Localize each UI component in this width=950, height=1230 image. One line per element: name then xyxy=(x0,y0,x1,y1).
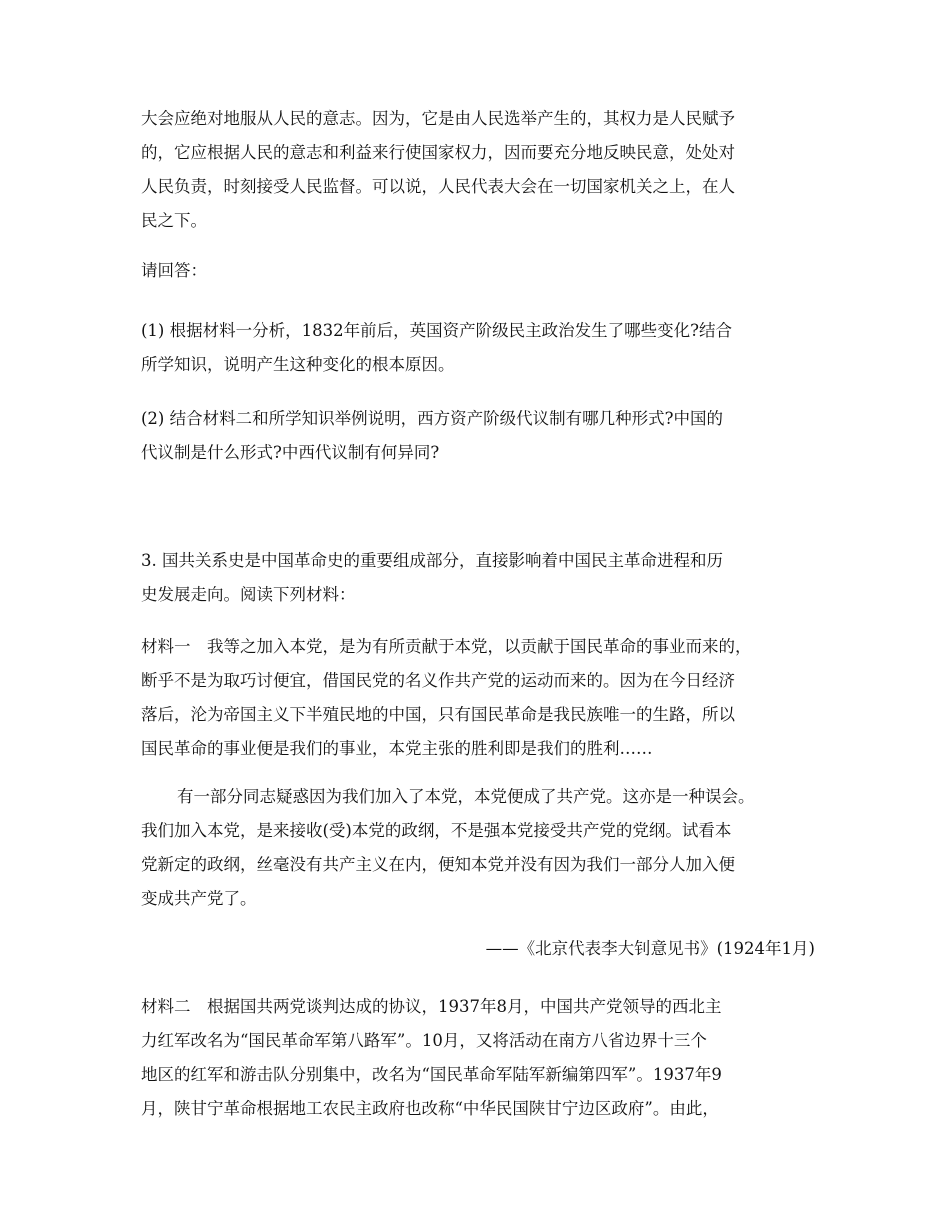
text-line: 所学知识，说明产生这种变化的根本原因。 xyxy=(141,355,455,374)
text-line: 史发展走向。阅读下列材料： xyxy=(141,585,356,604)
text-line: (1) 根据材料一分析，1832年前后，英国资产阶级民主政治发生了哪些变化?结合 xyxy=(141,321,732,340)
text-line: 断乎不是为取巧讨便宜，借国民党的名义作共产党的运动而来的。因为在今日经济 xyxy=(141,671,735,690)
material-1-paragraph-1 xyxy=(141,630,821,766)
text-line: 国民革命的事业便是我们的事业，本党主张的胜利即是我们的胜利…… xyxy=(141,739,653,758)
material-2-paragraph xyxy=(141,990,821,1126)
text-line: 民之下。 xyxy=(141,211,207,230)
paragraph-npc-description xyxy=(141,102,821,238)
text-line: 党新定的政纲，丝毫没有共产主义在内，便知本党并没有因为我们一部分人加入便 xyxy=(141,855,735,874)
question-2 xyxy=(141,402,821,470)
prompt-answer-label xyxy=(141,254,821,288)
text-line: 力红军改名为“国民革命军第八路军”。10月，又将活动在南方八省边界十三个 xyxy=(141,1031,707,1050)
text-line: 代议制是什么形式?中西代议制有何异同? xyxy=(141,443,440,462)
text-line: 材料二 根据国共两党谈判达成的协议，1937年8月，中国共产党领导的西北主 xyxy=(141,997,722,1016)
text-line: 有一部分同志疑惑因为我们加入了本党，本党便成了共产党。这亦是一种误会。 xyxy=(177,787,755,806)
question-1 xyxy=(141,314,821,382)
text-line: 落后，沦为帝国主义下半殖民地的中国，只有国民革命是我民族唯一的生路，所以 xyxy=(141,705,735,724)
question-3-intro xyxy=(141,544,821,612)
text-line: 月，陕甘宁革命根据地工农民主政府也改称“中华民国陕甘宁边区政府”。由此， xyxy=(141,1099,719,1118)
text-line: 大会应绝对地服从人民的意志。因为，它是由人民选举产生的，其权力是人民赋予 xyxy=(141,109,735,128)
text-line: 材料一 我等之加入本党，是为有所贡献于本党，以贡献于国民革命的事业而来的， xyxy=(141,637,752,656)
text-line: 地区的红军和游击队分别集中，改名为“国民革命军陆军新编第四军”。1937年9 xyxy=(141,1065,722,1084)
text-line: ——《北京代表李大钊意见书》(1924年1月) xyxy=(485,939,815,958)
source-citation xyxy=(141,932,815,966)
material-1-paragraph-2 xyxy=(141,780,821,916)
text-line: 请回答： xyxy=(141,261,207,280)
text-line: (2) 结合材料二和所学知识举例说明，西方资产阶级代议制有哪几种形式?中国的 xyxy=(141,409,723,428)
text-line: 人民负责，时刻接受人民监督。可以说，人民代表大会在一切国家机关之上，在人 xyxy=(141,177,735,196)
text-line: 变成共产党了。 xyxy=(141,889,257,908)
text-line: 的，它应根据人民的意志和利益来行使国家权力，因而要充分地反映民意，处处对 xyxy=(141,143,735,162)
text-line: 3. 国共关系史是中国革命史的重要组成部分，直接影响着中国民主革命进程和历 xyxy=(141,551,723,570)
text-line: 我们加入本党，是来接收(受)本党的政纲，不是强本党接受共产党的党纲。试看本 xyxy=(141,821,732,840)
